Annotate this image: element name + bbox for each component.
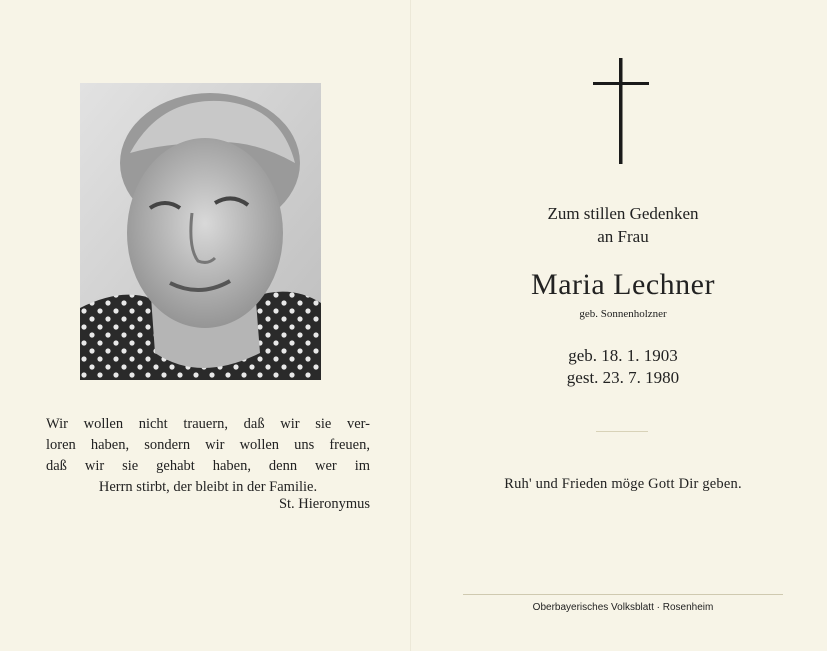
printer-credit: Oberbayerisches Volksblatt · Rosenheim <box>532 602 714 613</box>
bottom-rule <box>463 594 783 595</box>
death-date: gest. 23. 7. 1980 <box>566 368 680 387</box>
card-fold <box>410 0 411 651</box>
latin-cross-icon <box>593 58 649 169</box>
memorial-intro <box>468 202 778 248</box>
farewell-text: Ruh' und Frieden möge Gott Dir geben. <box>504 476 742 492</box>
quote-author: St. Hieronymus <box>278 496 370 512</box>
divider-line <box>596 431 648 432</box>
intro-line: Zum stillen Gedenken <box>547 204 699 223</box>
quote-line: daß wir sie gehabt haben, denn wer im <box>46 458 370 474</box>
maiden-name: geb. Sonnenholzner <box>579 308 667 320</box>
deceased-name: Maria Lechner <box>531 268 715 301</box>
portrait-photo <box>80 83 321 380</box>
quote-line: loren haben, sondern wir wollen uns freuen, <box>46 437 370 453</box>
life-dates <box>468 345 778 389</box>
quote-line: Wir wollen nicht trauern, daß wir sie ver- <box>46 416 370 432</box>
birth-date: geb. 18. 1. 1903 <box>568 346 678 365</box>
quote-line: Herrn stirbt, der bleibt in der Familie. <box>98 479 318 495</box>
quote-block <box>46 414 370 498</box>
intro-line: an Frau <box>597 227 649 246</box>
